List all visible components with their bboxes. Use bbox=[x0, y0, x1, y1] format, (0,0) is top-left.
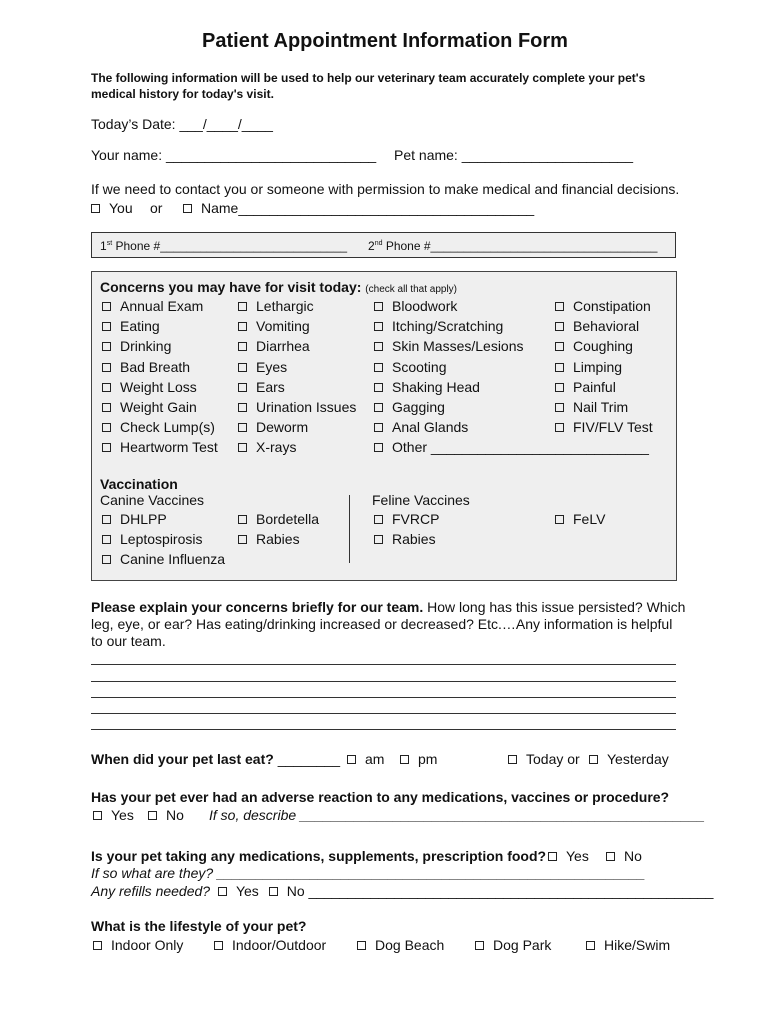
checkbox[interactable] bbox=[374, 515, 383, 524]
checkbox-label: Limping bbox=[573, 358, 623, 375]
checkbox[interactable] bbox=[555, 515, 564, 524]
checkbox-label: Behavioral bbox=[573, 318, 640, 335]
pm-checkbox[interactable] bbox=[400, 755, 409, 764]
checkbox-label: Bordetella bbox=[256, 511, 320, 527]
checkbox[interactable] bbox=[555, 322, 564, 331]
refills-no-checkbox[interactable] bbox=[269, 887, 278, 896]
canine-vaccines-label: Canine Vaccines bbox=[100, 492, 205, 508]
concern-option[interactable] bbox=[374, 439, 649, 455]
checkbox-label: Painful bbox=[573, 378, 616, 395]
concern-option[interactable] bbox=[238, 318, 310, 334]
concern-option[interactable] bbox=[555, 379, 616, 395]
meds-yes-option[interactable]: Yes bbox=[548, 848, 589, 864]
concern-option[interactable] bbox=[102, 379, 197, 395]
checkbox-label: Constipation bbox=[573, 298, 651, 314]
concern-option[interactable] bbox=[102, 399, 197, 415]
vaccine-option[interactable] bbox=[238, 511, 319, 527]
checkbox-label: Leptospirosis bbox=[120, 531, 203, 548]
checkbox[interactable] bbox=[238, 302, 247, 311]
vaccine-divider bbox=[349, 495, 350, 563]
checkbox-label: DHLPP bbox=[120, 511, 167, 527]
concern-option[interactable] bbox=[374, 318, 503, 334]
concern-option[interactable] bbox=[374, 359, 446, 375]
lifestyle-checkbox[interactable] bbox=[586, 941, 595, 950]
vaccine-option[interactable] bbox=[102, 511, 167, 527]
checkbox[interactable] bbox=[102, 423, 111, 432]
refills-row bbox=[91, 883, 713, 899]
meds-yes-checkbox[interactable] bbox=[548, 852, 557, 861]
checkbox[interactable] bbox=[238, 535, 247, 544]
adverse-no-checkbox[interactable] bbox=[148, 811, 157, 820]
checkbox[interactable] bbox=[238, 342, 247, 351]
name-checkbox[interactable] bbox=[183, 204, 192, 213]
yesterday-checkbox[interactable] bbox=[589, 755, 598, 764]
meds-no-option[interactable]: No bbox=[606, 848, 642, 864]
checkbox-label: Ears bbox=[256, 378, 285, 395]
checkbox-label: Gagging bbox=[392, 399, 445, 415]
checkbox[interactable] bbox=[374, 423, 383, 432]
meds-what-field[interactable]: If so what are they? _______________________________________________________ bbox=[91, 865, 646, 881]
checkbox-label: Skin Masses/Lesions bbox=[392, 338, 524, 355]
last-eat-question: When did your pet last eat? ________ bbox=[91, 751, 340, 767]
checkbox[interactable] bbox=[102, 322, 111, 331]
today-checkbox[interactable] bbox=[508, 755, 517, 764]
refills-yes-label: Yes bbox=[235, 883, 259, 899]
adverse-yes-checkbox[interactable] bbox=[93, 811, 102, 820]
checkbox[interactable] bbox=[238, 363, 247, 372]
meds-no-checkbox[interactable] bbox=[606, 852, 615, 861]
vaccine-option[interactable] bbox=[102, 531, 203, 547]
checkbox[interactable] bbox=[374, 443, 383, 452]
checkbox-label: Bad Breath bbox=[120, 358, 191, 375]
meds-question: Is your pet taking any medications, supplements, prescription food? bbox=[91, 848, 547, 864]
explain-answer-line[interactable] bbox=[91, 697, 676, 698]
checkbox-label: FIV/FLV Test bbox=[573, 419, 653, 436]
lifestyle-option[interactable]: Dog Beach bbox=[357, 937, 444, 953]
checkbox-label: Eyes bbox=[256, 358, 288, 375]
checkbox[interactable] bbox=[102, 515, 111, 524]
refills-line[interactable]: ____________________________________________________ bbox=[308, 883, 714, 899]
concern-option[interactable] bbox=[555, 298, 651, 314]
concern-option[interactable] bbox=[102, 338, 171, 354]
concern-option[interactable] bbox=[374, 379, 480, 395]
checkbox-label: Urination Issues bbox=[256, 399, 357, 415]
checkbox-label: Coughing bbox=[573, 338, 633, 355]
lifestyle-option[interactable]: Hike/Swim bbox=[586, 937, 670, 953]
checkbox[interactable] bbox=[555, 383, 564, 392]
feline-vaccines-label: Feline Vaccines bbox=[372, 492, 470, 508]
checkbox-label: Scooting bbox=[392, 358, 447, 375]
concern-option[interactable] bbox=[238, 298, 314, 314]
checkbox-label: Bloodwork bbox=[392, 298, 458, 314]
checkbox[interactable] bbox=[238, 403, 247, 412]
checkbox[interactable] bbox=[102, 302, 111, 311]
concerns-heading: Concerns you may have for visit today: (check all that apply) bbox=[100, 279, 458, 295]
am-option[interactable]: am bbox=[347, 751, 384, 767]
pet-name-field[interactable]: Pet name: ______________________ bbox=[394, 147, 633, 163]
adverse-no-option[interactable]: No bbox=[148, 807, 184, 823]
checkbox[interactable] bbox=[102, 383, 111, 392]
checkbox-label: Shaking Head bbox=[392, 378, 480, 395]
checkbox-label: Drinking bbox=[120, 338, 172, 355]
adverse-yes-option[interactable]: Yes bbox=[93, 807, 134, 823]
concern-option[interactable] bbox=[374, 399, 445, 415]
your-name-field[interactable]: Your name: ___________________________ bbox=[91, 147, 377, 163]
checkbox[interactable] bbox=[238, 443, 247, 452]
checkbox-label: FVRCP bbox=[392, 511, 440, 527]
checkbox-label: Deworm bbox=[256, 419, 309, 436]
adverse-describe-field[interactable]: If so, describe ____________________________________________________ bbox=[209, 807, 705, 823]
explain-answer-line[interactable] bbox=[91, 664, 676, 665]
checkbox-label: Weight Gain bbox=[120, 399, 197, 415]
lifestyle-question: What is the lifestyle of your pet? bbox=[91, 918, 307, 934]
yesterday-option[interactable]: Yesterday bbox=[589, 751, 669, 767]
phone-1-field[interactable]: 1st Phone #____________________________ bbox=[100, 239, 348, 253]
checkbox-label: X-rays bbox=[256, 439, 297, 456]
lifestyle-checkbox[interactable] bbox=[214, 941, 223, 950]
lifestyle-checkbox[interactable] bbox=[475, 941, 484, 950]
concern-option[interactable] bbox=[102, 419, 215, 435]
concern-option[interactable] bbox=[238, 419, 308, 435]
last-eat-blank[interactable]: ________ bbox=[277, 751, 340, 767]
adverse-question: Has your pet ever had an adverse reaction to any medications, vaccines or procedure? bbox=[91, 789, 670, 805]
checkbox[interactable] bbox=[555, 302, 564, 311]
todays-date-field[interactable]: Today’s Date: ___/____/____ bbox=[91, 116, 273, 132]
concerns-hint: (check all that apply) bbox=[365, 284, 458, 295]
vaccine-option[interactable] bbox=[555, 511, 605, 527]
page-title: Patient Appointment Information Form bbox=[202, 30, 568, 52]
checkbox-label: Rabies bbox=[392, 531, 436, 548]
intro-text: The following information will be used to help our veterinary team accurately complete your pet's medical history for today's visit. bbox=[91, 71, 646, 101]
checkbox-label: Anal Glands bbox=[392, 419, 469, 436]
checkbox[interactable] bbox=[238, 423, 247, 432]
explain-answer-line[interactable] bbox=[91, 713, 676, 714]
phone-box bbox=[91, 232, 676, 258]
vaccine-option[interactable] bbox=[102, 551, 225, 567]
checkbox[interactable] bbox=[555, 403, 564, 412]
checkbox[interactable] bbox=[102, 443, 111, 452]
you-checkbox[interactable] bbox=[91, 204, 100, 213]
today-option[interactable]: Today or bbox=[508, 751, 580, 767]
checkbox-label: Lethargic bbox=[256, 298, 314, 314]
checkbox-label: Rabies bbox=[256, 531, 300, 548]
vaccine-option[interactable] bbox=[374, 531, 436, 547]
contact-intro: If we need to contact you or someone with permission to make medical and financial decisions. bbox=[91, 181, 680, 197]
explain-line-1: Please explain your concerns briefly for our team. How long has this issue persisted? Which bbox=[91, 599, 686, 615]
checkbox[interactable] bbox=[102, 403, 111, 412]
pm-option[interactable]: pm bbox=[400, 751, 437, 767]
checkbox[interactable] bbox=[102, 342, 111, 351]
checkbox[interactable] bbox=[374, 342, 383, 351]
checkbox-label: Other ____________________________ bbox=[392, 439, 649, 456]
lifestyle-option[interactable]: Indoor Only bbox=[93, 937, 183, 953]
checkbox-label: Canine Influenza bbox=[120, 551, 226, 568]
vaccine-option[interactable] bbox=[374, 511, 439, 527]
concern-option[interactable] bbox=[374, 419, 468, 435]
checkbox[interactable] bbox=[102, 535, 111, 544]
checkbox[interactable] bbox=[238, 383, 247, 392]
checkbox-label: Diarrhea bbox=[256, 338, 310, 355]
checkbox[interactable] bbox=[238, 322, 247, 331]
concern-option[interactable] bbox=[238, 359, 287, 375]
concern-option[interactable] bbox=[555, 338, 633, 354]
lifestyle-checkbox[interactable] bbox=[357, 941, 366, 950]
concern-option[interactable] bbox=[238, 399, 356, 415]
checkbox[interactable] bbox=[374, 403, 383, 412]
phone-2-field[interactable]: 2nd Phone #__________________________________ bbox=[368, 239, 658, 253]
concern-option[interactable] bbox=[555, 359, 622, 375]
refills-no-label: No bbox=[286, 883, 305, 899]
contact-or: or bbox=[150, 200, 163, 216]
checkbox[interactable] bbox=[102, 555, 111, 564]
checkbox-label: Eating bbox=[120, 318, 160, 335]
checkbox[interactable] bbox=[555, 423, 564, 432]
concern-option[interactable] bbox=[102, 318, 160, 334]
concern-option[interactable] bbox=[102, 359, 190, 375]
checkbox[interactable] bbox=[374, 535, 383, 544]
checkbox-label: Itching/Scratching bbox=[392, 318, 504, 335]
you-label: You bbox=[109, 200, 133, 216]
concern-option[interactable] bbox=[374, 338, 524, 354]
lifestyle-checkbox[interactable] bbox=[93, 941, 102, 950]
lifestyle-option[interactable]: Indoor/Outdoor bbox=[214, 937, 326, 953]
refills-label: Any refills needed? bbox=[91, 883, 211, 899]
concern-option[interactable] bbox=[374, 298, 457, 314]
refills-yes-checkbox[interactable] bbox=[218, 887, 227, 896]
explain-answer-line[interactable] bbox=[91, 681, 676, 682]
checkbox-label: FeLV bbox=[573, 511, 606, 527]
explain-line-3: to our team. bbox=[91, 633, 166, 649]
vaccination-heading: Vaccination bbox=[100, 476, 178, 492]
checkbox[interactable] bbox=[555, 342, 564, 351]
explain-line-2: leg, eye, or ear? Has eating/drinking increased or decreased? Etc.…Any information is helpful bbox=[91, 616, 673, 632]
checkbox[interactable] bbox=[374, 383, 383, 392]
checkbox[interactable] bbox=[102, 363, 111, 372]
explain-answer-line[interactable] bbox=[91, 729, 676, 730]
concern-option[interactable] bbox=[555, 318, 639, 334]
vaccine-option[interactable] bbox=[238, 531, 300, 547]
am-checkbox[interactable] bbox=[347, 755, 356, 764]
concern-option[interactable] bbox=[555, 399, 628, 415]
checkbox[interactable] bbox=[374, 363, 383, 372]
concern-option[interactable] bbox=[238, 439, 296, 455]
contact-name-field[interactable]: Name______________________________________ bbox=[201, 200, 535, 216]
checkbox-label: Vomiting bbox=[256, 318, 310, 335]
lifestyle-option[interactable]: Dog Park bbox=[475, 937, 551, 953]
checkbox-label: Nail Trim bbox=[573, 399, 629, 415]
concern-option[interactable] bbox=[102, 439, 218, 455]
checkbox[interactable] bbox=[374, 322, 383, 331]
checkbox[interactable] bbox=[555, 363, 564, 372]
checkbox-label: Weight Loss bbox=[120, 378, 197, 395]
contact-name-option[interactable] bbox=[183, 200, 534, 216]
concern-option[interactable] bbox=[238, 379, 285, 395]
checkbox-label: Annual Exam bbox=[120, 298, 204, 314]
concerns-box bbox=[91, 271, 677, 581]
concern-option[interactable] bbox=[102, 298, 203, 314]
checkbox-label: Check Lump(s) bbox=[120, 419, 215, 436]
concern-option[interactable] bbox=[555, 419, 653, 435]
checkbox[interactable] bbox=[238, 515, 247, 524]
checkbox[interactable] bbox=[374, 302, 383, 311]
checkbox-label: Heartworm Test bbox=[120, 439, 218, 456]
concern-option[interactable] bbox=[238, 338, 310, 354]
contact-you-option[interactable] bbox=[91, 200, 133, 216]
